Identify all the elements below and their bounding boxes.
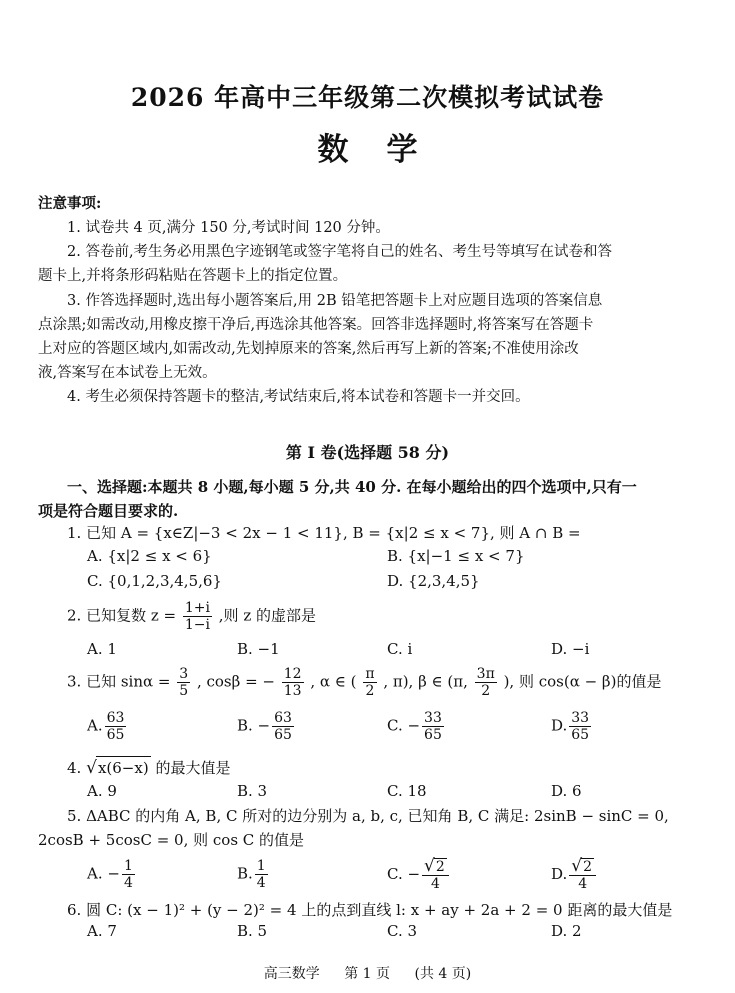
footer-subject: 高三数学 bbox=[263, 966, 320, 982]
sqrt-icon: √ bbox=[424, 856, 435, 876]
option-b: B. {x|−1 ≤ x < 7} bbox=[387, 547, 525, 565]
option-b: B. − $\frac{63}{65}$ bbox=[237, 710, 292, 743]
option-d: D. −i bbox=[551, 640, 590, 658]
option-a: A. 9 bbox=[87, 782, 117, 800]
subject-title: 数学 bbox=[317, 132, 456, 168]
question-stem: 5. ΔABC 的内角 A, B, C 所对的边分别为 a, b, c, 已知角 B, C 满足: 2sinB − sinC = 0, bbox=[67, 807, 669, 825]
sqrt-icon: √ bbox=[86, 758, 97, 778]
option-b: B. $\frac{1}{4}$ bbox=[237, 858, 266, 891]
option-c: C. {0,1,2,3,4,5,6} bbox=[87, 572, 222, 590]
option-a: A. $\frac{63}{65}$ bbox=[87, 710, 125, 743]
question-stem: 4. √x(6−x) 的最大值是 bbox=[67, 758, 231, 778]
question-stem: 1. 已知 A = {x∈Z|−3 < 2x − 1 < 11}, B = {x|2 ≤ x < 7}, 则 A ∩ B = bbox=[67, 524, 581, 542]
exam-title: 2026 年高中三年级第二次模拟考试试卷 bbox=[130, 83, 605, 112]
option-c: C. − $\frac{√2}{4}$ bbox=[387, 858, 451, 892]
option-b: B. −1 bbox=[237, 640, 280, 658]
notice-item-1: 1. 试卷共 4 页,满分 150 分,考试时间 120 分钟。 bbox=[67, 220, 390, 236]
footer-page: 第 1 页 bbox=[344, 966, 391, 982]
option-d: D. {2,3,4,5} bbox=[387, 572, 480, 590]
option-d: D. $\frac{33}{65}$ bbox=[551, 710, 590, 743]
notice-item-4: 4. 考生必须保持答题卡的整洁,考试结束后,将本试卷和答题卡一并交回。 bbox=[67, 389, 530, 405]
section-title: 第 I 卷(选择题 58 分) bbox=[285, 443, 450, 462]
fraction: $\frac{1+i}{1-i}$ bbox=[184, 600, 210, 633]
option-c: C. 3 bbox=[387, 922, 418, 940]
notice-item-3-cont: 液,答案写在本试卷上无效。 bbox=[38, 365, 217, 381]
option-a: A. 1 bbox=[87, 640, 117, 658]
option-a: A. {x|2 ≤ x < 6} bbox=[87, 547, 212, 565]
sqrt-icon: √ bbox=[571, 856, 583, 876]
question-stem: 3. 已知 sinα = $\frac{3}{5}$ , cosβ = − $\frac{12}{13}$ , α ∈ ( $\frac{\pi}{2}$ , π), β ∈ (π, $\frac{3\pi}{2}$ ), 则 cos(α − β)的值是 bbox=[67, 666, 662, 699]
section-intro-cont: 项是符合题目要求的. bbox=[38, 502, 179, 520]
notice-item-2: 2. 答卷前,考生务必用黑色字迹钢笔或签字笔将自己的姓名、考生号等填写在试卷和答 bbox=[67, 244, 613, 260]
section-intro: 一、选择题:本题共 8 小题,每小题 5 分,共 40 分. 在每小题给出的四个选项中,只有一 bbox=[67, 478, 637, 496]
option-d: D. 2 bbox=[551, 922, 582, 940]
question-stem: 2. 已知复数 z = $\frac{1+i}{1-i}$ ,则 z 的虚部是 bbox=[67, 600, 316, 633]
footer-total: (共 4 页) bbox=[414, 966, 472, 982]
page-footer bbox=[0, 963, 735, 983]
notice-item-2-cont: 题卡上,并将条形码粘贴在答题卡上的指定位置。 bbox=[38, 268, 348, 284]
question-stem: 6. 圆 C: (x − 1)² + (y − 2)² = 4 上的点到直线 l: x + ay + 2a + 2 = 0 距离的最大值是 bbox=[67, 901, 673, 919]
notice-item-3-cont: 上对应的答题区域内,如需改动,先划掉原来的答案,然后再写上新的答案;不准使用涂改 bbox=[38, 341, 579, 357]
option-b: B. 3 bbox=[237, 782, 268, 800]
option-b: B. 5 bbox=[237, 922, 268, 940]
option-a: A. 7 bbox=[87, 922, 117, 940]
notice-heading: 注意事项: bbox=[38, 195, 102, 212]
option-c: C. 18 bbox=[387, 782, 427, 800]
option-a: A. − $\frac{1}{4}$ bbox=[87, 858, 133, 891]
notice-item-3: 3. 作答选择题时,选出每小题答案后,用 2B 铅笔把答题卡上对应题目选项的答案信息 bbox=[67, 293, 603, 309]
option-d: D. $\frac{√2}{4}$ bbox=[551, 858, 598, 892]
question-stem-cont: 2cosB + 5cosC = 0, 则 cos C 的值是 bbox=[38, 831, 305, 849]
notice-item-3-cont: 点涂黑;如需改动,用橡皮擦干净后,再选涂其他答案。回答非选择题时,将答案写在答题卡 bbox=[38, 317, 594, 333]
option-c: C. − $\frac{33}{65}$ bbox=[387, 710, 442, 743]
option-c: C. i bbox=[387, 640, 413, 658]
option-d: D. 6 bbox=[551, 782, 582, 800]
